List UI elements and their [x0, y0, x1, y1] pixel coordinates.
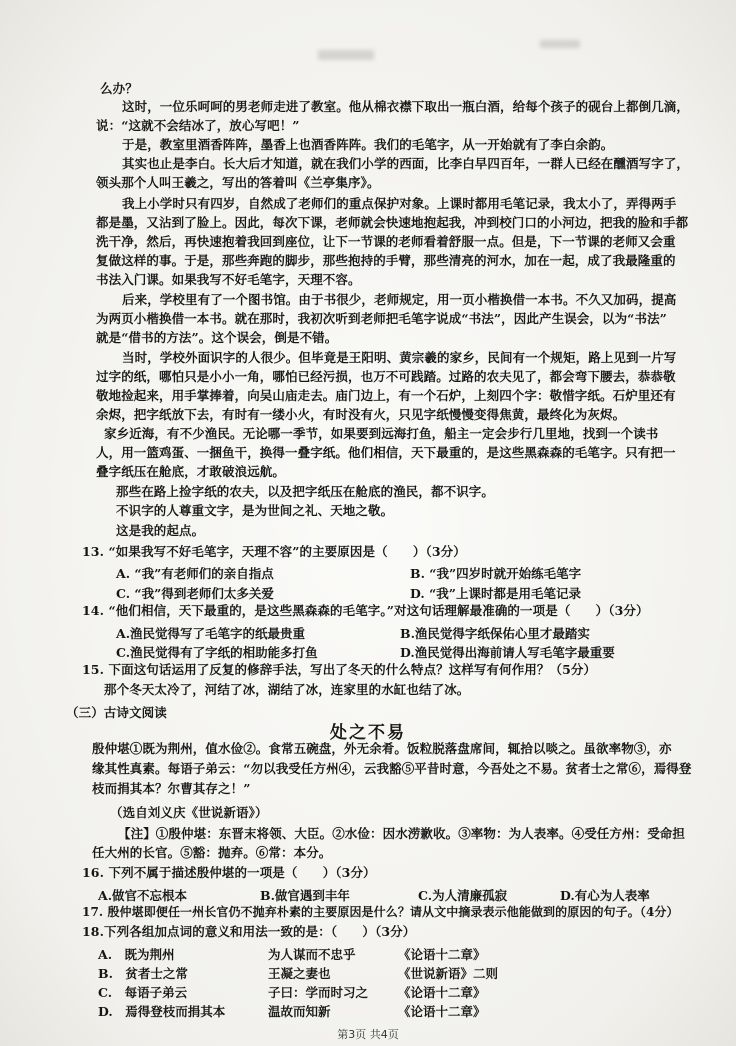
q18-source-a: 《论语十二章》 [398, 947, 486, 962]
q13-option-d: D. “我”上课时都是用毛笔记录 [410, 586, 581, 601]
passage-line: 那些在路上捡字纸的农夫，以及把字纸压在舱底的渔民，都不识字。 [116, 484, 495, 499]
scan-smudge [318, 50, 374, 60]
passage-line: 为两页小楷换借一本书。就在那时，我初次听到老师把毛笔字说成“书法”，因此产生误会，以为“书法” [96, 311, 667, 326]
q18-compare-d: 温故而知新 [268, 1004, 331, 1019]
q14-option-b: B.渔民觉得字纸保佑心里才最踏实 [400, 626, 590, 641]
question-15-quote: 那个冬天太冷了，河结了冰，湖结了冰，连家里的水缸也结了冰。 [104, 682, 470, 697]
q18-option-a: A. 既为荆州 [98, 947, 175, 962]
q18-compare-a: 为人谋而不忠乎 [268, 947, 356, 962]
passage-line: 这是我的起点。 [116, 523, 205, 538]
passage-line: 说：“这就不会结冰了，放心写吧！” [96, 118, 300, 133]
passage-line: 后来，学校里有了一个图书馆。由于书很少，老师规定，用一页小楷换借一本书。不久又加码，提高 [122, 292, 677, 307]
classical-line: 殷仲堪①既为荆州，值水俭②。食常五碗盘，外无余肴。饭粒脱落盘席间，辄拾以啖之。虽欲率物③，亦 [92, 741, 672, 756]
q18-compare-c: 子曰：学而时习之 [268, 985, 369, 1000]
q16-option-a: A.做官不忘根本 [98, 888, 188, 903]
q13-option-c: C. “我”得到老师们太多关爱 [116, 586, 274, 601]
q13-option-b: B. “我”四岁时就开始练毛笔字 [410, 566, 582, 581]
q18-compare-b: 王凝之妻也 [268, 966, 331, 981]
q14-option-a: A.渔民觉得写了毛笔字的纸最贵重 [116, 626, 306, 641]
notes-line: 任大州的长官。⑤豁：抛弃。⑥常：本分。 [92, 845, 332, 860]
q18-option-c: C. 每语子弟云 [98, 985, 188, 1000]
q13-option-a: A. “我”有老师们的亲自指点 [116, 566, 274, 581]
passage-line: 不识字的人尊重文字，是为世间之礼、天地之敬。 [116, 503, 394, 518]
question-15-stem: 15. 下面这句话运用了反复的修辞手法，写出了冬天的什么特点？这样写有何作用？（5分） [82, 662, 597, 677]
question-18-stem: 18.下列各组加点词的意义和用法一致的是：（ ）（3分） [82, 924, 416, 939]
question-17-stem: 17. 殷仲堪即便任一州长官仍不抛弃朴素的主要原因是什么？请从文中摘录表示他能做到的原因的句子。（4分） [82, 905, 679, 919]
q14-option-c: C.渔民觉得有了字纸的相助能多打鱼 [116, 645, 318, 660]
passage-line: 都是墨，又沾到了脸上。因此，每次下课，老师就会快速地抱起我，冲到校门口的小河边，把我的脸和手都 [96, 215, 689, 230]
passage-line: 其实也止是李白。长大后才知道，就在我们小学的西面，比李白早四百年，一群人已经在醺酒写字了， [122, 156, 690, 171]
q18-option-d: D. 焉得登枝而捐其本 [98, 1004, 226, 1019]
passage-line: 领头那个人叫王羲之，写出的答着叫《兰亭集序》。 [96, 175, 380, 190]
passage-line: 当时，学校外面识字的人很少。但毕竟是王阳明、黄宗羲的家乡，民间有一个规矩，路上见到一片写 [122, 350, 677, 365]
section-heading: （三）古诗文阅读 [66, 705, 167, 720]
q18-source-b: 《世说新语》二则 [398, 966, 499, 981]
passage-line: 余烬，把字纸放下去，有时有一缕小火，有时没有火，只见字纸慢慢变得焦黄，最终化为灰烬。 [96, 407, 626, 422]
q18-source-d: 《论语十二章》 [398, 1004, 486, 1019]
q18-option-b: B. 贫者士之常 [98, 966, 188, 981]
passage-line: 复做这样的事。于是，那些奔跑的脚步，那些抱持的手臂，那些清亮的河水，加在一起，成了我最隆重的 [96, 253, 676, 268]
q16-option-b: B.做官遇到丰年 [260, 888, 350, 903]
q18-source-c: 《论语十二章》 [398, 985, 486, 1000]
page-footer: 第3页 共4页 [337, 1028, 399, 1041]
classical-title: 处之不易 [330, 723, 406, 743]
classical-source: （选自刘义庆《世说新语》） [110, 805, 268, 820]
question-14-stem: 14. “他们相信，天下最重的，是这些黑森森的毛笔字。”对这句话理解最准确的一项是（ ）（3分） [82, 603, 649, 618]
passage-line: 就是“借书的方法”。这个误会，倒是不错。 [96, 330, 338, 345]
classical-line: 缘其性真素。每语子弟云：“勿以我受任方州④，云我豁⑤平昔时意，今吾处之不易。贫者士之常⑥，焉得登 [92, 761, 692, 776]
passage-line: 我上小学时只有四岁，自然成了老师们的重点保护对象。上课时都用毛笔记录，我太小了，弄得两手 [122, 196, 677, 211]
classical-line: 枝而捐其本？尔曹其存之！” [92, 781, 251, 796]
notes-line: 【注】①殷仲堪：东晋末将领、大臣。②水俭：因水涝歉收。③率物：为人表率。④受任方州：受命担 [118, 826, 686, 841]
passage-line: 这时，一位乐呵呵的男老师走进了教室。他从棉衣襟下取出一瓶白酒，给每个孩子的砚台上都倒几滴， [122, 99, 690, 114]
passage-line: 过字的纸，哪怕只是小小一角，哪怕已经污损，也万不可践踏。过路的农夫见了，都会弯下腰去，恭恭敬 [96, 369, 676, 384]
passage-line: 叠字纸压在舱底，才敢破浪远航。 [96, 464, 286, 479]
top-fragment: 么办？ [100, 81, 138, 96]
passage-line: 人，用一篮鸡蛋、一捆鱼干，换得一叠字纸。他们相信，天下最重的，是这些黑森森的毛笔字。只有把一 [96, 445, 676, 460]
passage-line: 于是，教室里酒香阵阵，墨香上也酒香阵阵。我们的毛笔字，从一开始就有了李白余韵。 [122, 137, 614, 152]
q14-option-d: D.渔民觉得出海前请人写毛笔字最重要 [400, 645, 615, 660]
passage-line: 洗干净，然后，再快速抱着我回到座位，让下一节课的老师看着舒服一点。但是，下一节课的老师又会重 [96, 234, 676, 249]
passage-line: 家乡近海，有不少渔民。无论哪一季节，如果要到远海打鱼，船主一定会步行几里地，找到一个读书 [104, 426, 659, 441]
question-13-stem: 13. “如果我写不好毛笔字，天理不容”的主要原因是（ ）（3分） [82, 544, 466, 559]
q16-option-d: D.有心为人表率 [560, 888, 650, 903]
passage-line: 敬地捡起来，用手掌捧着，向吴山庙走去。庙门边上，有一个石炉，上刻四个字：敬惜字纸。石炉里还有 [96, 388, 676, 403]
scan-smudge [540, 40, 580, 48]
q16-option-c: C.为人清廉孤寂 [418, 888, 508, 903]
passage-line: 书法入门课。如果我写不好毛笔字，天理不容。 [96, 272, 361, 287]
question-16-stem: 16. 下列不属于描述殷仲堪的一项是（ ）（3分） [82, 865, 376, 880]
